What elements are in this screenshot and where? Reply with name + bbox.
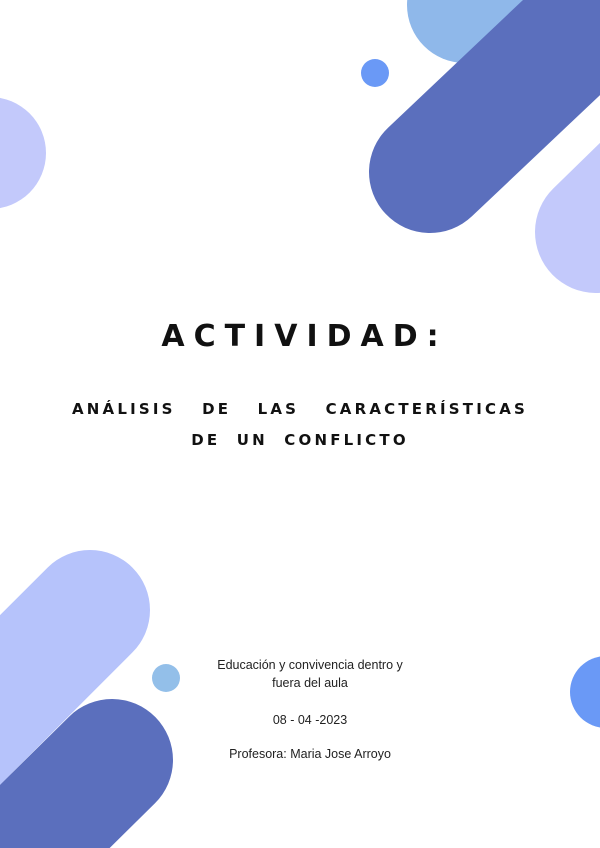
teacher-name: Profesora: Maria Jose Arroyo	[229, 747, 391, 761]
left-lavender-blob	[0, 97, 46, 209]
date-text: 08 - 04 -2023	[272, 713, 348, 727]
bottom-right-blue-blob	[570, 656, 600, 728]
right-lavender-pill	[596, 150, 600, 232]
subtitle-line-1: ANÁLISIS DE LAS CARACTERÍSTICAS	[71, 400, 529, 418]
top-small-dot	[361, 59, 389, 87]
bottom-small-dot	[152, 664, 180, 692]
subtitle-line-2: DE UN CONFLICTO	[191, 431, 409, 449]
course-name: Educación y convivencia dentro y fuera del aula	[217, 658, 403, 690]
page-title: ACTIVIDAD:	[161, 319, 448, 354]
bottom-left-dark-pill	[0, 760, 112, 848]
